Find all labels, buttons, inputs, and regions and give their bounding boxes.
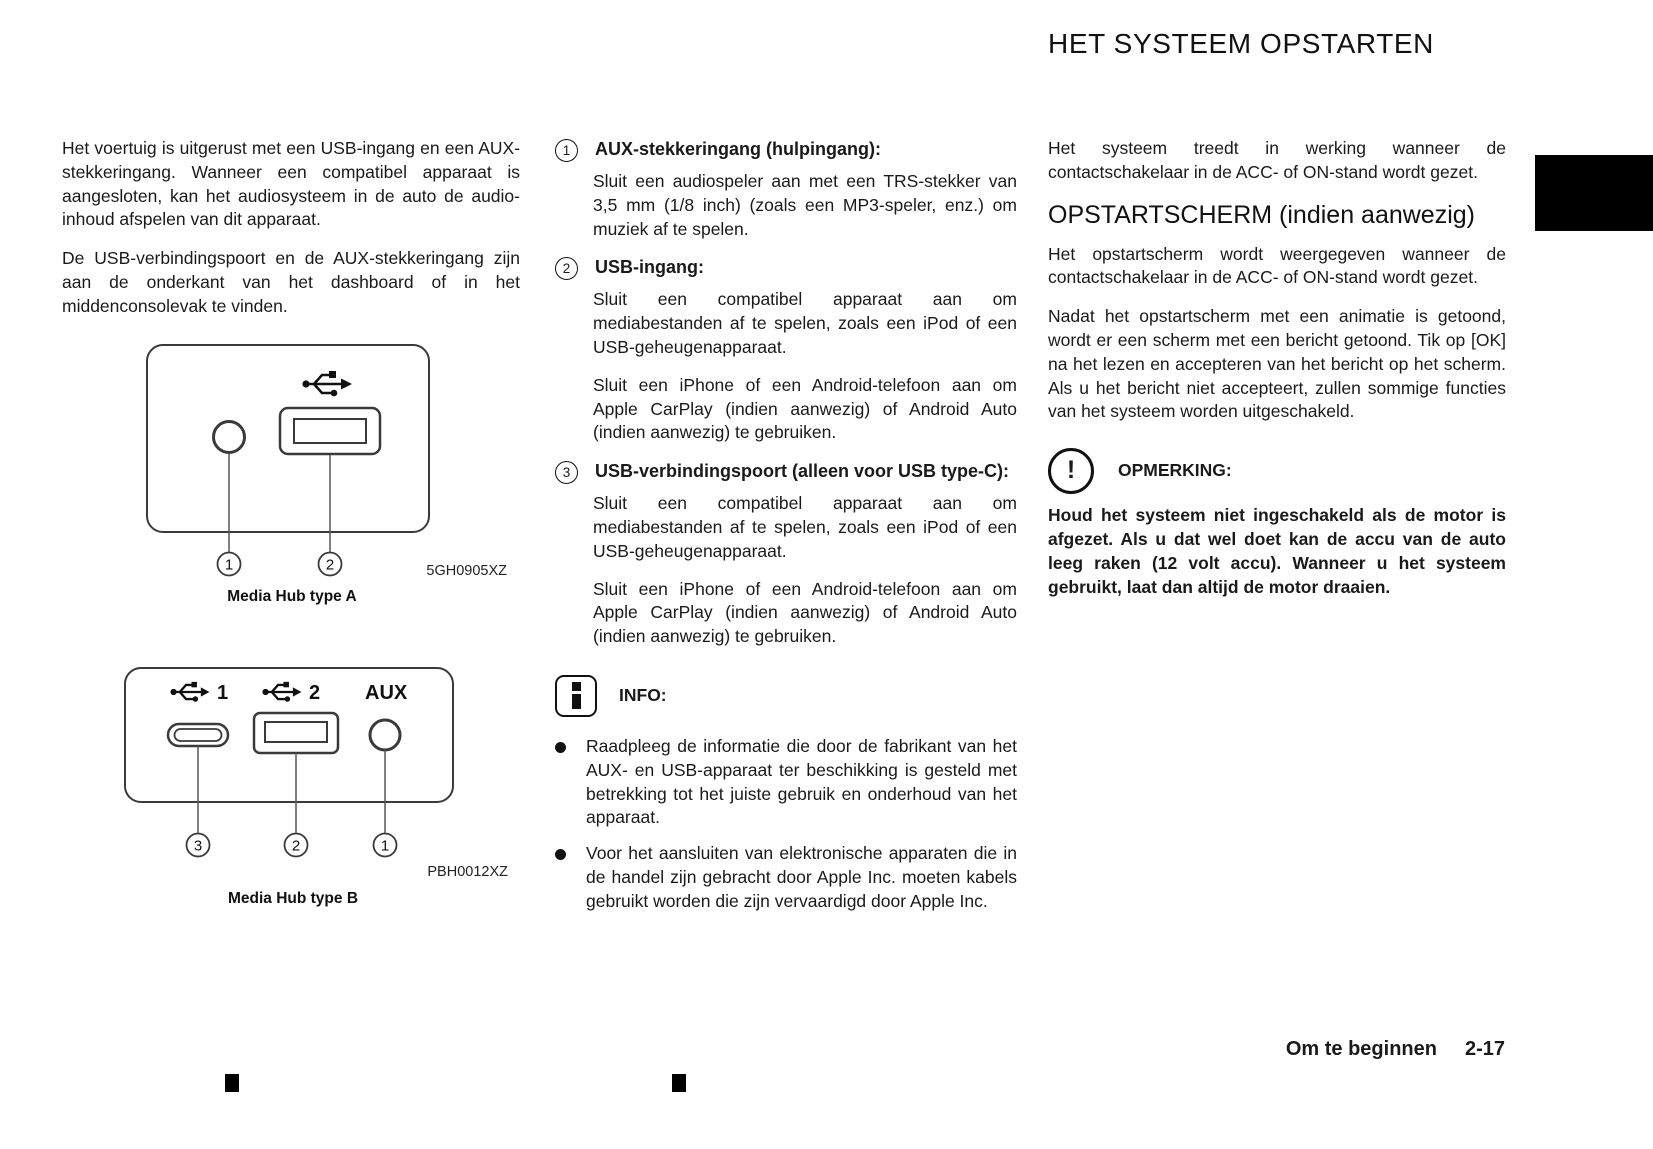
aux-label: AUX: [365, 682, 408, 704]
usb-a-port-outer: [254, 713, 338, 753]
figure-b-code: PBH0012XZ: [427, 864, 508, 880]
circled-number-3-icon: 3: [555, 461, 578, 484]
info-icon: [555, 675, 597, 717]
list-item-usb: [555, 255, 1017, 445]
item-paragraph: Sluit een iPhone of een Android-telefoon aan om Apple CarPlay (indien aanwezig) of Android Auto (indien aanwezig) te gebruiken.: [593, 578, 1017, 647]
usb-a-port-inner: [265, 722, 327, 742]
footer-page-number: 2-17: [1464, 1038, 1505, 1060]
section-tab-marker: [1535, 155, 1653, 231]
info-header: [555, 675, 1017, 717]
print-mark: [672, 1074, 686, 1092]
startup-paragraph-2: Nadat het opstartscherm met een animatie is getoond, wordt er een scherm met een bericht getoond. Tik op [OK] na het lezen en accepteren van het bericht op het scherm. Als u het bericht niet accepteert, zullen sommige functies van het systeem worden uitgeschakeld.: [1048, 306, 1506, 422]
item-title: USB-ingang:: [595, 257, 704, 278]
bullet-icon: [555, 849, 566, 860]
item-title: AUX-stekkeringang (hulpingang):: [595, 139, 882, 159]
note-header: [1048, 448, 1506, 494]
page-footer: [1286, 1038, 1505, 1061]
middle-column: [555, 137, 1017, 926]
figure-a-caption: Media Hub type A: [227, 588, 357, 605]
figure-media-hub-a: [104, 342, 574, 608]
aux-jack: [214, 422, 245, 453]
right-column: [1048, 137, 1506, 614]
item-paragraph: Sluit een compatibel apparaat aan om mediabestanden af te spelen, zoals een iPod of een USB-geheugenapparaat.: [593, 289, 1017, 357]
port-1-label: 1: [217, 682, 229, 704]
print-mark: [225, 1074, 239, 1092]
media-hub-a-diagram: [104, 342, 574, 608]
aux-jack: [370, 720, 400, 750]
usb-c-port-outer: [168, 724, 228, 746]
info-label: INFO:: [619, 685, 667, 706]
page-title: HET SYSTEEM OPSTARTEN: [1048, 28, 1435, 59]
circled-number-2-icon: 2: [555, 257, 578, 280]
footer-section: Om te beginnen: [1285, 1038, 1437, 1060]
left-column: [62, 137, 520, 907]
bullet-text: Raadpleeg de informatie die door de fabrikant van het AUX- en USB-apparaat ter beschikking is gesteld met betrekking tot het juiste gebruik en onderhoud van het apparaat.: [586, 735, 1017, 828]
usb-icon: [302, 371, 352, 396]
callout-3-number: 3: [193, 837, 203, 855]
figure-media-hub-b: [80, 665, 550, 911]
section-heading: OPSTARTSCHERM (indien aanwezig): [1048, 200, 1475, 229]
circled-number-1-icon: 1: [555, 139, 578, 162]
bullet-text: Voor het aansluiten van elektronische apparaten die in de handel zijn gebracht door Apple Inc. moeten kabels gebruikt worden die zijn vervaardigd door Apple Inc.: [586, 843, 1017, 911]
port-2-label: 2: [309, 682, 321, 704]
callout-1-number: 1: [224, 556, 234, 574]
item-paragraph: Sluit een iPhone of een Android-telefoon aan om Apple CarPlay (indien aanwezig) of Android Auto (indien aanwezig) te gebruiken.: [593, 374, 1017, 443]
info-bullet-item: [555, 735, 1017, 830]
list-item-usb-c: [555, 459, 1017, 649]
usb-c-port-inner: [175, 729, 222, 741]
intro-paragraph-2: De USB-verbindingspoort en de AUX-stekkeringang zijn aan de onderkant van het dashboard of in het middenconsolevak te vinden.: [62, 248, 520, 316]
startup-paragraph-1: Het opstartscherm wordt weergegeven wanneer de contactschakelaar in de ACC- of ON-stand wordt gezet.: [1048, 243, 1506, 288]
callout-2-number: 2: [325, 556, 335, 574]
list-item-aux: [555, 137, 1017, 241]
note-text: Houd het systeem niet ingeschakeld als de motor is afgezet. Als u dat wel doet kan de accu van de auto leeg raken (12 volt accu). Wanneer u het systeem gebruikt, laat dan altijd de motor draaien.: [1048, 505, 1506, 597]
figure-a-code: 5GH0905XZ: [426, 563, 507, 579]
info-bullet-item: [555, 842, 1017, 913]
note-label: OPMERKING:: [1118, 460, 1232, 481]
callout-1-number: 1: [380, 837, 390, 855]
item-paragraph: Sluit een compatibel apparaat aan om mediabestanden af te spelen, zoals een iPod of een USB-geheugenapparaat.: [593, 493, 1017, 561]
system-intro-paragraph: Het systeem treedt in werking wanneer de contactschakelaar in de ACC- of ON-stand wordt gezet.: [1048, 138, 1506, 182]
warning-exclamation-icon: !: [1048, 448, 1094, 494]
usb-a-port-inner: [294, 419, 366, 443]
hub-a-outline: [147, 345, 429, 532]
figure-b-caption: Media Hub type B: [227, 890, 359, 907]
media-hub-b-diagram: [80, 665, 550, 911]
usb-icon: [170, 682, 209, 702]
callout-2-number: 2: [291, 837, 301, 855]
item-title: USB-verbindingspoort (alleen voor USB type-C):: [595, 461, 1010, 482]
usb-icon: [262, 682, 301, 702]
item-paragraph: Sluit een audiospeler aan met een TRS-stekker van 3,5 mm (1/8 inch) (zoals een MP3-speler, enz.) om muziek af te spelen.: [593, 171, 1017, 239]
intro-paragraph-1: Het voertuig is uitgerust met een USB-ingang en een AUX-stekkeringang. Wanneer een compatibel apparaat is aangesloten, kan het audiosysteem in de auto de audio-inhoud afspelen van dit apparaat.: [62, 138, 520, 230]
bullet-icon: [555, 742, 566, 753]
